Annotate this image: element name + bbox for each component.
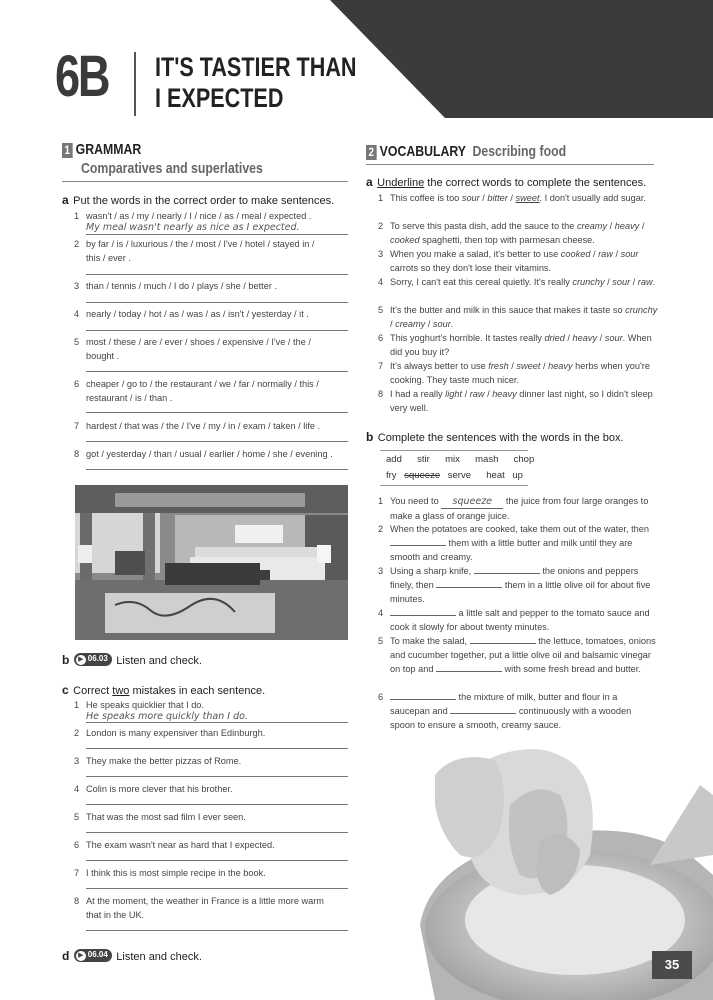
task-letter: c [62,683,69,697]
word-box-row-1: add stir mix mash chop [386,454,535,465]
item-number: 2 [74,239,80,249]
answer-line[interactable] [86,371,348,372]
grammar-heading [62,141,141,158]
word-box-row-2: fry squeeze serve heat up [386,470,523,481]
item-text: The exam wasn't near as hard that I expected. [86,840,275,850]
grammar-heading-text: GRAMMAR [75,141,142,158]
item-text: hardest / that was / the / I've / my / in / exam / taken / life . [86,421,321,431]
item-text: by far / is / luxurious / the / most / I've / hotel / stayed in / [86,239,315,249]
page-number: 35 [652,951,692,979]
answer-line[interactable] [86,888,348,889]
vocabulary-rule [366,164,654,165]
title-divider [134,52,136,116]
grammar-rule [62,181,348,182]
task-letter: b [62,653,70,667]
answer-line[interactable] [86,776,348,777]
item-text: I think this is most simple recipe in the book. [86,868,266,878]
answer-line[interactable] [86,412,348,413]
unit-title [155,52,363,114]
vocabulary-task-b [366,428,624,446]
vocab-a-item-3: 3 When you make a salad, it's better to use cooked / raw / sour carrots so they don't lose their vitamins. [378,249,639,273]
item-number: 8 [74,896,80,906]
item-text: restaurant / is / than . [86,393,173,403]
answer-line[interactable] [86,441,348,442]
vocab-a-item-5: 5 It's the butter and milk in this sauce that makes it taste so crunchy / creamy / sour. [378,305,658,329]
play-icon: ▶ [76,951,86,961]
answer-line[interactable] [86,804,348,805]
item-number: 1 [74,211,80,221]
task-instruction: Listen and check. [116,951,202,963]
answer-line[interactable] [86,330,348,331]
vocab-b-item-2: 2 When the potatoes are cooked, take them out of the water, then them with a little butter and milk until they are smooth and creamy. [378,524,649,562]
hotel-room-photo [75,485,348,640]
item-text: He speaks quicklier that I do. [86,700,204,710]
answer-line[interactable] [86,930,348,931]
item-text: wasn't / as / my / nearly / I / nice / as / meal / expected . [86,211,312,221]
answer-line[interactable] [86,860,348,861]
item-number: 7 [74,421,80,431]
item-number: 7 [74,868,80,878]
vocab-b-item-1: 1 You need to squeeze the juice from four large oranges to make a glass of orange juice. [378,496,649,521]
item-text: Colin is more clever that his brother. [86,784,233,794]
unit-title-line1: IT'S TASTIER THAN [155,52,357,82]
task-letter: a [62,193,69,207]
word-box [382,452,535,484]
item-text: London is many expensiver than Edinburgh. [86,728,266,738]
answer-blank[interactable] [390,606,456,616]
task-letter: d [62,949,70,963]
answer-blank[interactable] [436,578,502,588]
vocab-a-item-4: 4 Sorry, I can't eat this cereal quietly. It's really crunchy / sour / raw. [378,277,656,287]
grammar-task-d [62,947,202,965]
item-text: They make the better pizzas of Rome. [86,756,242,766]
item-text: cheaper / go to / the restaurant / we / far / normally / this / [86,379,319,389]
answer-blank[interactable]: squeeze [441,497,503,509]
vocab-b-item-3: 3 Using a sharp knife, the onions and peppers finely, then them in a little olive oil for about five minutes. [378,566,651,604]
vocab-a-item-2: 2 To serve this pasta dish, add the sauce to the creamy / heavy / cooked spaghetti, then top with parmesan cheese. [378,221,645,245]
grammar-task-b [62,651,202,669]
item-text: At the moment, the weather in France is a little more warm [86,896,324,906]
task-letter: b [366,430,374,444]
task-instruction: Complete the sentences with the words in the box. [377,432,624,444]
grammar-task-c [62,681,265,699]
item-number: 6 [74,840,80,850]
item-text: than / tennis / much / I do / plays / she / better . [86,281,277,291]
grammar-section-number: 1 [62,143,72,158]
vocab-b-item-4: 4 a little salt and pepper to the tomato sauce and cook it slowly for about twenty minutes. [378,608,650,632]
item-number: 2 [74,728,80,738]
vocabulary-heading [366,143,566,160]
header-banner [330,0,713,118]
answer-blank[interactable] [390,536,446,546]
audio-track-button[interactable] [74,653,112,666]
example-answer: My meal wasn't nearly as nice as I expected. [86,222,300,233]
item-number: 4 [74,309,80,319]
play-icon: ▶ [76,655,86,665]
item-number: 1 [74,700,80,710]
wordbox-bottom-rule [380,485,528,486]
unit-title-line2: I EXPECTED [155,83,284,113]
item-number: 6 [74,379,80,389]
answer-line[interactable] [86,469,348,470]
answer-blank[interactable] [450,704,516,714]
unit-code: 6B [55,44,109,109]
answer-line[interactable] [86,748,348,749]
vocab-a-item-7: 7 It's always better to use fresh / sweet / heavy herbs when you're cooking. They taste much nicer. [378,361,650,385]
vocab-b-item-6: 6 the mixture of milk, butter and flour in a saucepan and continuously with a wooden spoon to ensure a smooth, creamy sauce. [378,692,632,730]
vocabulary-subheading: Describing food [472,143,567,160]
answer-blank[interactable] [470,634,536,644]
wordbox-top-rule [380,450,528,451]
item-number: 3 [74,281,80,291]
answer-line[interactable] [86,832,348,833]
answer-line[interactable] [86,722,348,723]
item-text: this / ever . [86,253,131,263]
item-number: 3 [74,756,80,766]
answer-blank[interactable] [474,564,540,574]
answer-line[interactable] [86,274,348,275]
item-text: most / these / are / ever / shoes / expensive / I've / the / [86,337,311,347]
vocabulary-section-number: 2 [366,145,376,160]
grammar-task-a [62,191,334,209]
example-answer: He speaks more quickly than I do. [86,711,248,722]
item-number: 8 [74,449,80,459]
answer-blank[interactable] [436,662,502,672]
task-instruction: Underline the correct words to complete the sentences. [377,177,647,189]
answer-blank[interactable] [390,690,456,700]
task-instruction: Listen and check. [116,655,202,667]
vocabulary-heading-text: VOCABULARY [379,143,466,160]
vocabulary-task-a [366,173,646,191]
item-text: bought . [86,351,120,361]
item-text: that in the UK. [86,910,145,920]
item-text: nearly / today / hot / as / was / as / isn't / yesterday / it . [86,309,309,319]
task-instruction: Put the words in the correct order to make sentences. [73,195,335,207]
grammar-subheading: Comparatives and superlatives [81,160,263,177]
task-instruction: Correct two mistakes in each sentence. [73,685,266,697]
item-text: That was the most sad film I ever seen. [86,812,246,822]
item-number: 4 [74,784,80,794]
vocab-a-item-6: 6 This yoghurt's horrible. It tastes really dried / heavy / sour. When did you buy it? [378,333,652,357]
item-text: got / yesterday / than / usual / earlier / home / she / evening . [86,449,333,459]
answer-line[interactable] [86,302,348,303]
audio-track-button[interactable] [74,949,112,962]
item-number: 5 [74,812,80,822]
vocab-b-item-5: 5 To make the salad, the lettuce, tomatoes, onions and cucumber together, put a little olive oil and balsamic vinegar on top and with some fresh bread and butter. [378,636,656,674]
answer-line[interactable] [86,234,348,235]
audio-track-number: 06.03 [87,654,108,664]
item-number: 5 [74,337,80,347]
vocab-a-item-8: 8 I had a really light / raw / heavy dinner last night, so I didn't sleep very well. [378,389,653,413]
audio-track-number: 06.04 [87,950,108,960]
vocab-a-item-1: 1 This coffee is too sour / bitter / sweet. I don't usually add sugar. [378,193,646,203]
task-letter: a [366,175,373,189]
